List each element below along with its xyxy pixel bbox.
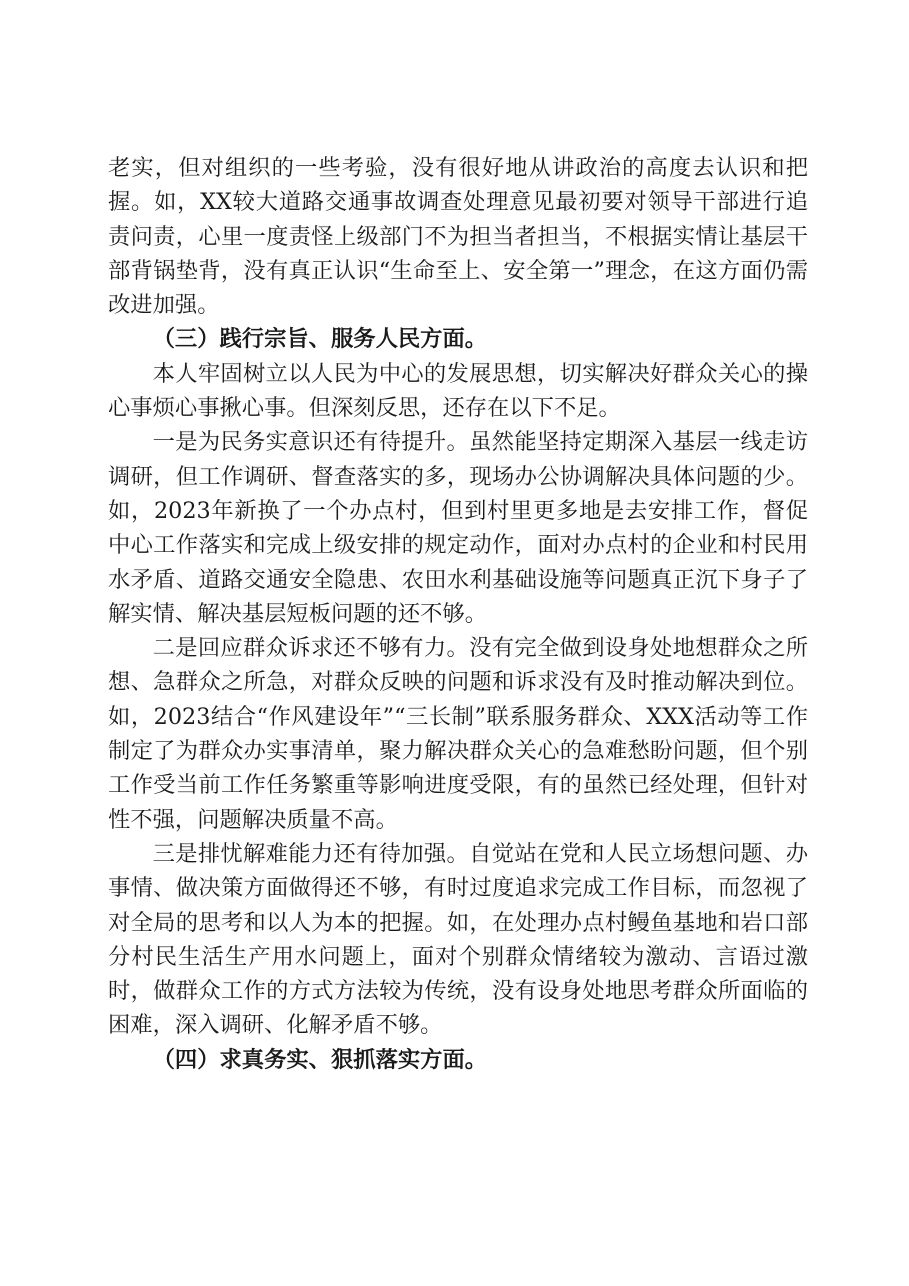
paragraph-point-2: 二是回应群众诉求还不够有力。没有完全做到设身处地想群众之所想、急群众之所急，对群众反映的问题和诉求没有及时推动解决到位。如，2023结合“作风建设年”“三长制”联系服务群众、XXX活动等工作制定了为群众办实事清单，聚力解决群众关心的急难愁盼问题，但个别工作受当前工作任务繁重等影响进度受限，有的虽然已经处理，但针对性不强，问题解决质量不高。	[108, 635, 808, 833]
document-body	[108, 151, 808, 1077]
paragraph-point-1: 一是为民务实意识还有待提升。虽然能坚持定期深入基层一线走访调研，但工作调研、督查落实的多，现场办公协调解决具体问题的少。如，2023年新换了一个办点村，但到村里更多地是去安排工作，督促中心工作落实和完成上级安排的规定动作，面对办点村的企业和村民用水矛盾、道路交通安全隐患、农田水利基础设施等问题真正沉下身子了解实情、解决基层短板问题的还不够。	[108, 429, 808, 627]
paragraph-intro: 本人牢固树立以人民为中心的发展思想，切实解决好群众关心的操心事烦心事揪心事。但深刻反思，还存在以下不足。	[108, 360, 808, 422]
paragraph-point-3: 三是排忧解难能力还有待加强。自觉站在党和人民立场想问题、办事情、做决策方面做得还不够，有时过度追求完成工作目标，而忽视了对全局的思考和以人为本的把握。如，在处理办点村鳗鱼基地和岩口部分村民生活生产用水问题上，面对个别群众情绪较为激动、言语过激时，做群众工作的方式方法较为传统，没有设身处地思考群众所面临的困难，深入调研、化解矛盾不够。	[108, 840, 808, 1039]
paragraph-continuation: 老实，但对组织的一些考验，没有很好地从讲政治的高度去认识和把握。如，XX较大道路交通事故调查处理意见最初要对领导干部进行追责问责，心里一度责怪上级部门不为担当者担当，不根据实情让基层干部背锅垫背，没有真正认识“生命至上、安全第一”理念，在这方面仍需改进加强。	[108, 155, 808, 319]
section-heading-3: （三）践行宗旨、服务人民方面。	[152, 326, 488, 353]
section-heading-4: （四）求真务实、狠抓落实方面。	[152, 1046, 488, 1073]
